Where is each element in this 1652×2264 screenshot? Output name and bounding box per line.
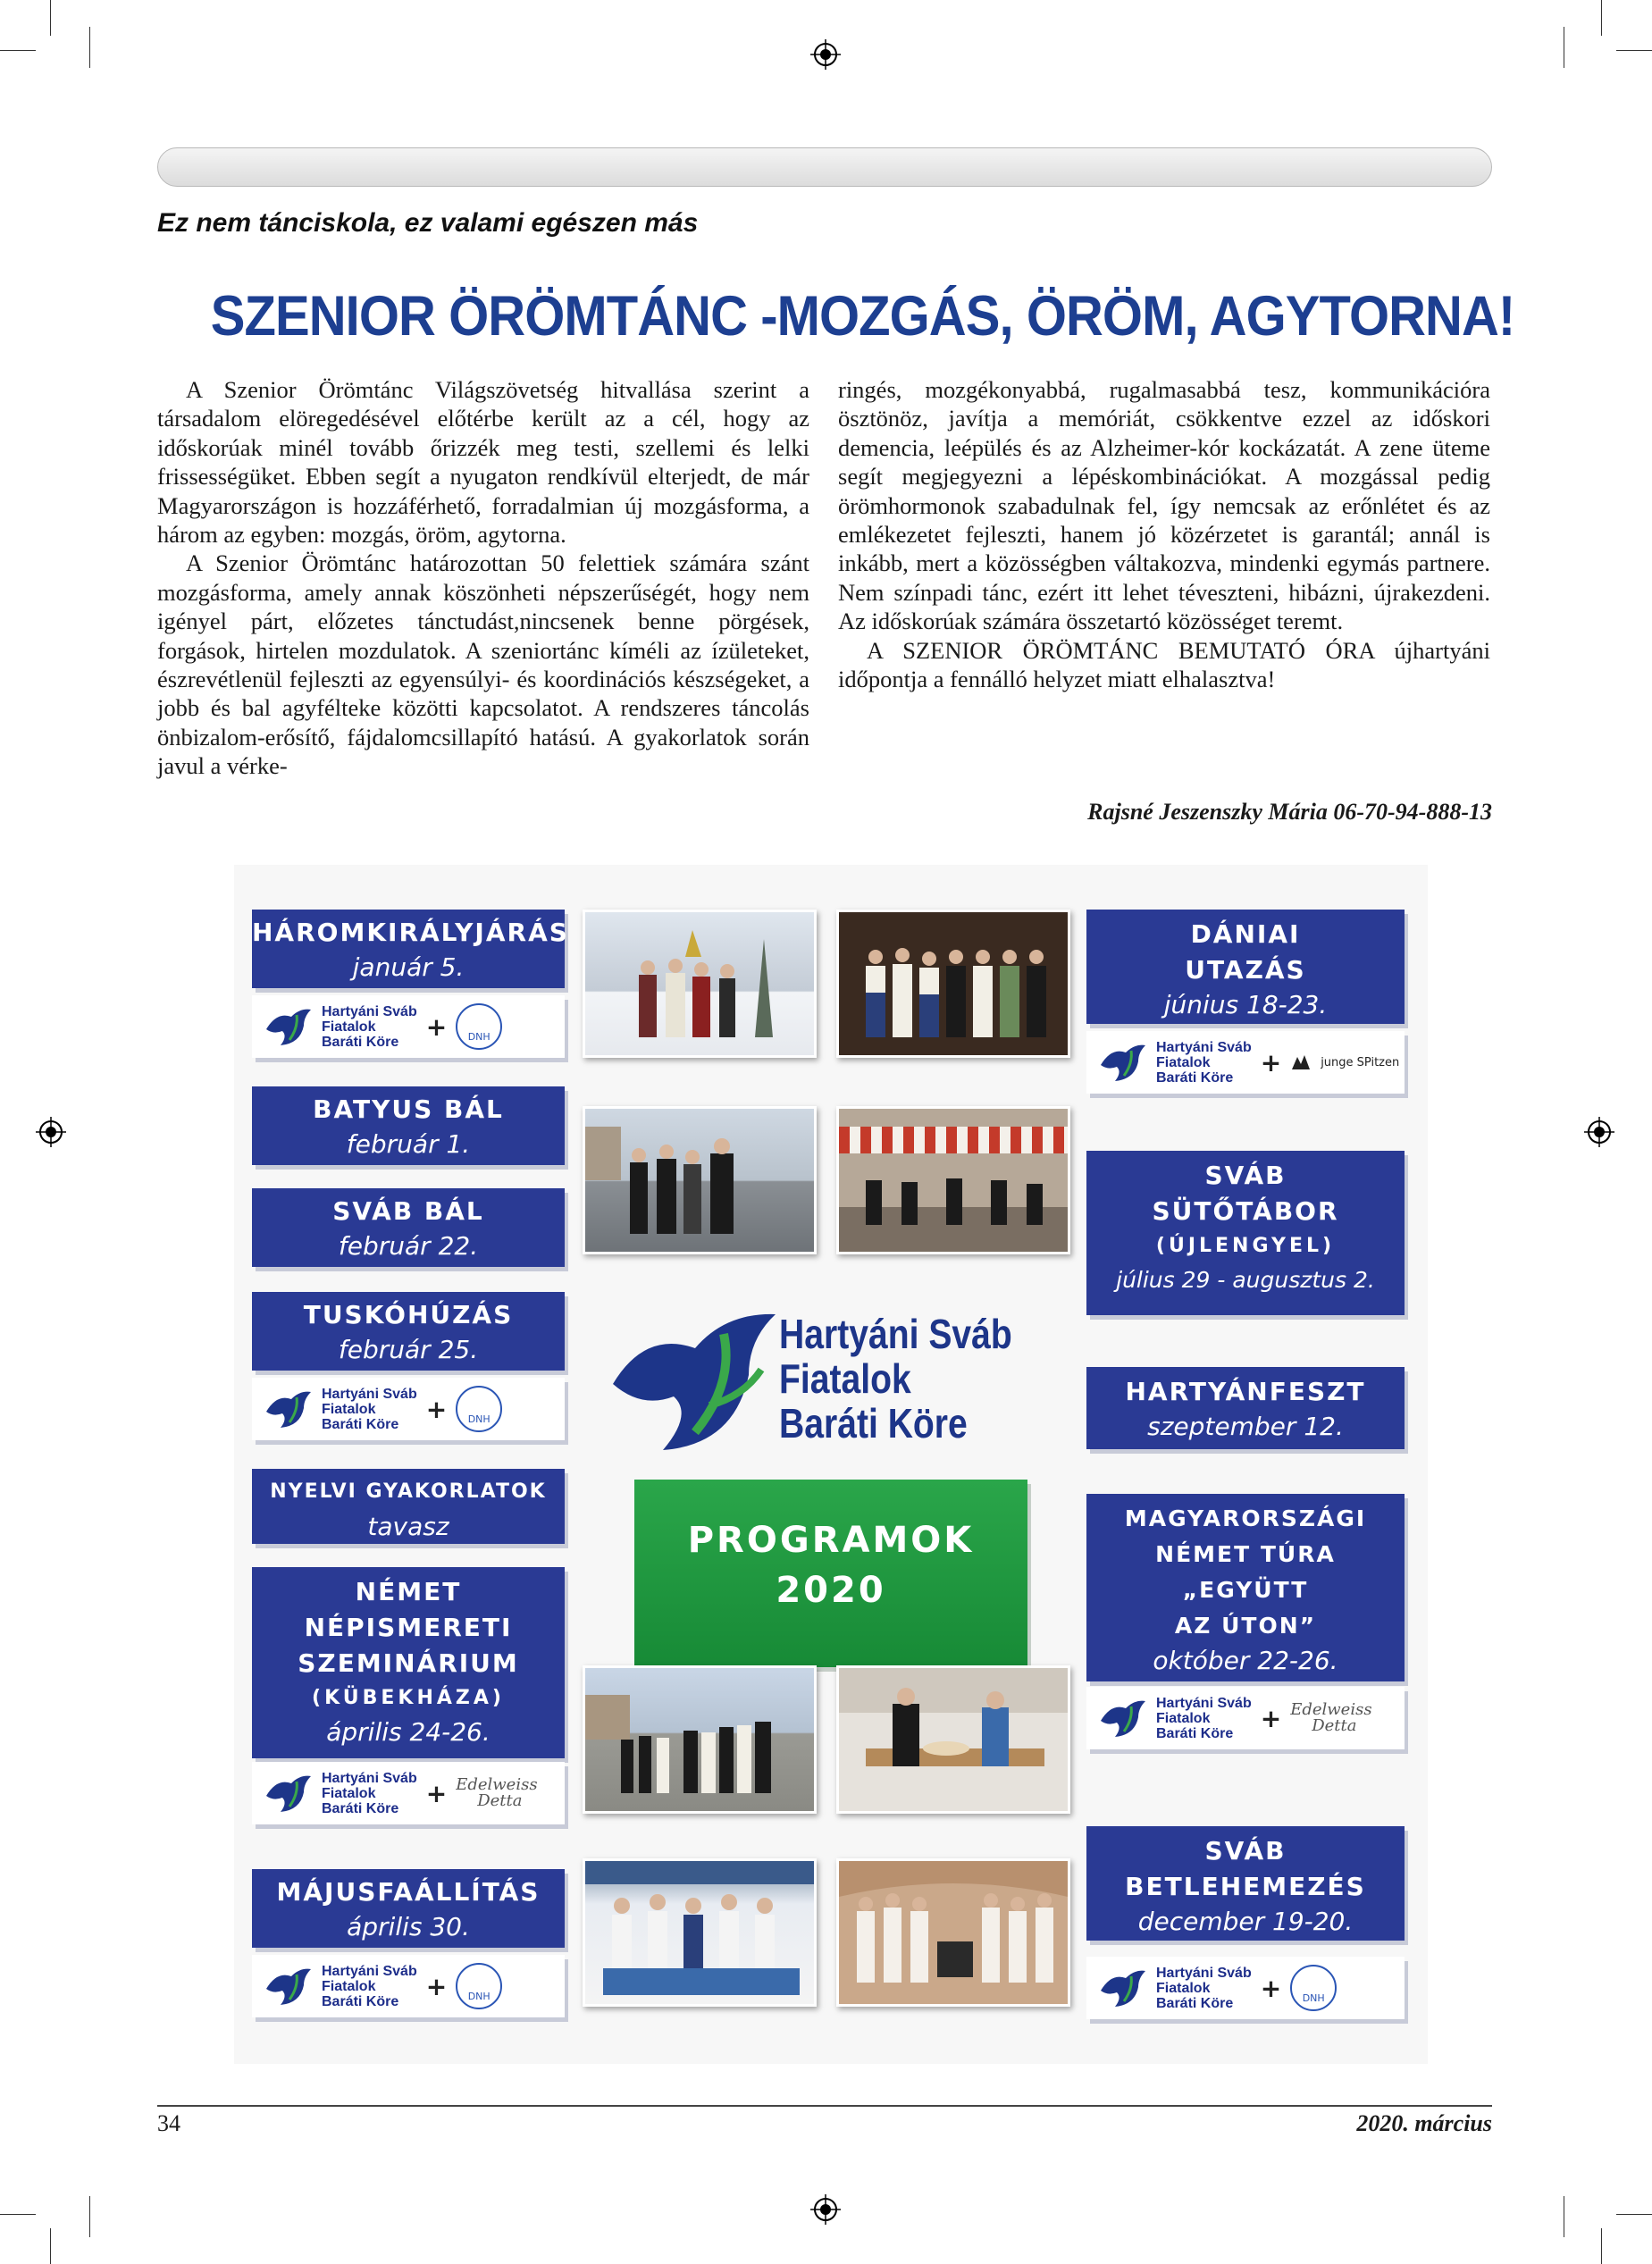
programs-title: PROGRAMOK [687,1520,975,1561]
edelweiss-detta-logo: Edelweiss Detta [1290,1700,1372,1735]
plus-sign: + [425,1778,448,1808]
photo-village-march [583,1665,817,1814]
article-paragraph: A SZENIOR ÖRÖMTÁNC BEMUTATÓ ÓRA újhartyáni időpontja a fennálló helyzet miatt elhalasztva! [838,636,1490,693]
dove-icon [264,1387,313,1431]
event-svab-betlehemezes [1086,1826,1405,1941]
plus-sign: + [425,1394,448,1424]
event-tuskohuzas [252,1292,565,1371]
junge-spitzen-icon [1290,1053,1312,1071]
event-title-line: SVÁB [1204,1161,1287,1190]
crop-mark [89,27,90,68]
photo-outdoor-terrace [836,1106,1070,1254]
article-paragraph: A Szenior Örömtánc határozottan 50 felettiek számára szánt mozgásforma, amely annak köszönheti népszerűségét, hogy nem igényel párt, előzetes tánctudást,nincsenek benne pörgések, forgások, hirtelen mozdulatok. A szeniortánc kíméli az ízületeket, észrevétlenül fejleszti az egyensúlyi- és koordinációs készségeket, a jobb és bal agyfélteke közötti kapcsolatot. A rendszeres táncolás önbizalom-erősítő, fájdalomcsillapító hatású. A gyakorlatok során javul a vérke- [157,549,809,780]
event-title-line: AZ ÚTON” [1174,1613,1317,1639]
programs-year: 2020 [776,1570,886,1611]
dnh-logo: DNH [1290,1965,1337,2011]
event-title: TUSKÓHÚZÁS [303,1300,514,1329]
dove-icon [1099,1040,1147,1085]
sponsor-logos [1086,1031,1405,1094]
event-majusfaallitas [252,1869,565,1948]
programs-2020-banner [634,1480,1027,1667]
event-date: február 22. [338,1231,479,1261]
logo-text: Hartyáni Sváb Fiatalok Baráti Köre [322,1003,417,1050]
photo-street-parade [583,1106,817,1254]
logo-text: Hartyáni Sváb Fiatalok Baráti Köre [322,1770,417,1816]
event-subtitle: (KÜBEKHÁZA) [312,1687,505,1709]
registration-mark-icon [36,1117,66,1147]
article-paragraph: ringés, mozgékonyabbá, rugalmasabbá tesz, kommunikációra ösztönöz, javítja a memóriát, csökkentve ezzel az időskori demencia, leépülés és az Alzheimer-kór kockázatát. A zene üteme segít megjegyezni a lépéskombinációkat. A mozgással pedig örömhormonok szabadulnak fel, így nemcsak az erőnlétet és az emlékezetet fejleszti, hanem jó közérzetet is garantál; annál is inkább, mert a közösségben váltakozva, mindenki egymás partnere. Nem színpadi tánc, ezért itt lehet téveszteni, hibázni, újrakezdeni. Az időskorúak számára összetartó közösséget teremt. [838,376,1490,635]
hsfbk-main-logo [609,1294,1056,1463]
sponsor-logos [1086,1957,1405,2019]
event-title-line: „EGYÜTT [1182,1577,1309,1603]
article-signature: Rajsné Jeszenszky Mária 06-70-94-888-13 [1087,799,1492,825]
dnh-logo: DNH [456,1386,502,1432]
event-title-line: MAGYARORSZÁGI [1124,1505,1367,1531]
event-title-line: UTAZÁS [1185,955,1306,985]
crop-mark [1616,2214,1652,2215]
event-date: szeptember 12. [1147,1412,1344,1441]
plus-sign: + [1260,1703,1282,1733]
program-poster [234,865,1428,2064]
registration-mark-icon [810,39,841,70]
dove-icon [264,1771,313,1815]
logo-text: Hartyáni Sváb Fiatalok Baráti Köre [322,1386,417,1432]
event-nemet-nepismereti-szeminarium [252,1567,565,1758]
dove-icon [264,1964,313,2008]
header-bar [157,147,1492,187]
event-date: december 19-20. [1137,1907,1354,1936]
event-svab-bal [252,1188,565,1267]
junge-spitzen-logo: junge SPitzen [1321,1055,1400,1069]
logo-text: Hartyáni Sváb Fiatalok Baráti Köre [1156,1695,1252,1741]
registration-mark-icon [1584,1117,1614,1147]
event-title: BATYUS BÁL [313,1094,504,1124]
event-title-line: DÁNIAI [1190,919,1301,949]
event-title-line: NÉMET [355,1577,462,1606]
sponsor-logos [252,1378,565,1440]
event-title: MÁJUSFAÁLLÍTÁS [276,1877,541,1907]
event-title: NYELVI GYAKORLATOK [270,1480,547,1503]
event-title: HÁROMKIRÁLYJÁRÁS [252,918,569,947]
crop-mark [50,2228,51,2264]
event-date: április 24-26. [326,1717,491,1747]
event-title-line: SVÁB [1204,1836,1287,1866]
logo-text: Hartyáni Sváb Fiatalok Baráti Köre [1156,1965,1252,2011]
crop-mark [1616,50,1652,51]
event-date: június 18-23. [1163,990,1328,1019]
event-subtitle: (ÚJLENGYEL) [1155,1235,1336,1257]
dnh-logo: DNH [456,1963,502,2009]
dove-icon [609,1298,779,1459]
event-date: tavasz [367,1512,449,1541]
dnh-logo: DNH [456,1003,502,1050]
crop-mark [89,2196,90,2237]
sponsor-logos [252,995,565,1058]
event-nemet-tura [1086,1494,1405,1681]
event-date: október 22-26. [1153,1646,1338,1675]
photo-baking-camp [836,1665,1070,1814]
event-batyus-bal [252,1086,565,1165]
event-nyelvi-gyakorlatok [252,1469,565,1544]
event-title: HARTYÁNFESZT [1125,1377,1366,1406]
crop-mark [1601,0,1602,36]
article-column-right [838,375,1490,693]
plus-sign: + [1260,1973,1282,2003]
footer-rule [157,2105,1492,2107]
photo-epiphany-procession [583,910,817,1058]
event-title-line: SÜTŐTÁBOR [1152,1196,1339,1226]
article-paragraph: A Szenior Örömtánc Világszövetség hitvallása szerint a társadalom elöregedésével előtérbe került az a cél, hogy az időskorúak minél tovább őrizzék meg testi, szellemi és lelki frissességüket. Ebben segít a nyugaton rendkívül elterjedt, de már Magyarországon is hozzáférhető, forradalmian új mozgásforma, a három az egyben: mozgás, öröm, agytorna. [157,376,809,549]
event-date: július 29 - augusztus 2. [1116,1267,1375,1293]
plus-sign: + [425,1011,448,1042]
event-title-line: BETLEHEMEZÉS [1125,1872,1366,1901]
article-column-left [157,375,809,781]
sponsor-logos [252,1762,565,1824]
dove-icon [1099,1696,1147,1740]
event-haromkiralyjaras [252,910,569,988]
sponsor-logos [1086,1687,1405,1749]
page-number: 34 [157,2110,180,2136]
article-kicker: Ez nem tánciskola, ez valami egészen más [157,208,699,238]
registration-mark-icon [810,2194,841,2225]
event-date: január 5. [352,952,465,982]
photo-nativity-play [836,1858,1070,2007]
dove-icon [264,1004,313,1049]
event-svab-sutotabor [1086,1151,1405,1315]
crop-mark [1601,2228,1602,2264]
plus-sign: + [425,1971,448,2001]
event-date: február 1. [346,1129,471,1159]
crop-mark [0,2214,36,2215]
event-title: SVÁB BÁL [332,1196,484,1226]
logo-text: Hartyáni Sváb Fiatalok Baráti Köre [322,1963,417,2009]
event-date: február 25. [338,1335,479,1364]
main-logo-text: Hartyáni Sváb Fiatalok Baráti Köre [779,1311,1012,1446]
event-daniai-utazas [1086,910,1405,1024]
crop-mark [0,50,36,51]
logo-text: Hartyáni Sváb Fiatalok Baráti Köre [1156,1039,1252,1086]
crop-mark [50,0,51,36]
event-hartyanfeszt [1086,1367,1405,1449]
event-title-line: SZEMINÁRIUM [298,1648,519,1678]
plus-sign: + [1260,1047,1282,1077]
dove-icon [1099,1966,1147,2010]
sponsor-logos [252,1955,565,2017]
issue-date: 2020. március [1356,2110,1492,2136]
event-title-line: NÉPISMERETI [304,1613,513,1642]
edelweiss-detta-logo: Edelweiss Detta [456,1775,538,1810]
photo-outdoor-team [583,1858,817,2007]
event-title-line: NÉMET TÚRA [1155,1541,1336,1567]
event-date: április 30. [347,1912,470,1941]
article-title: SZENIOR ÖRÖMTÁNC -MOZGÁS, ÖRÖM, AGYTORNA! [210,285,1515,348]
photo-group-costumes [836,910,1070,1058]
